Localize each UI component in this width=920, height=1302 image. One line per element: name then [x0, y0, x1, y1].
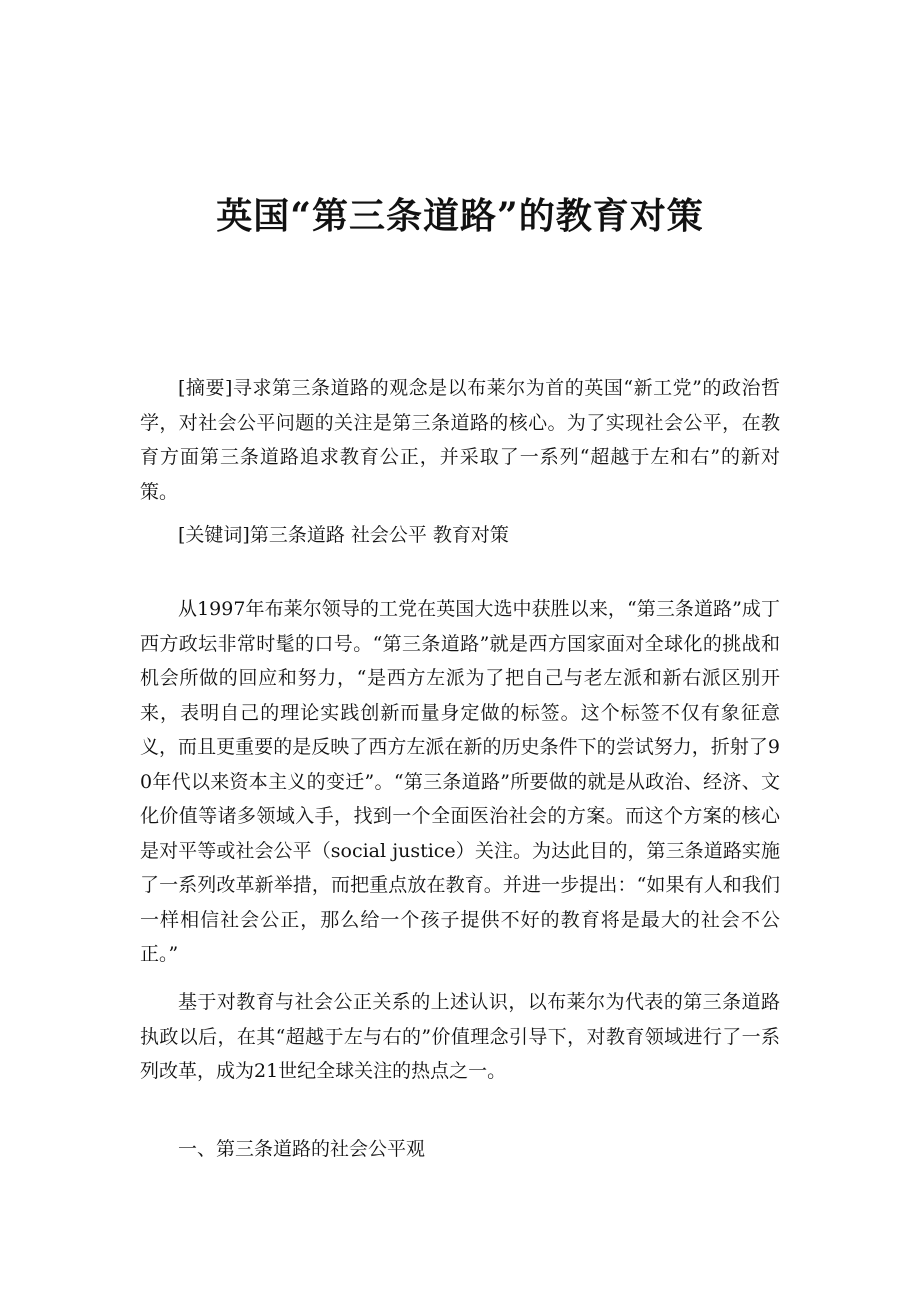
body-paragraph-2: 基于对教育与社会公正关系的上述认识，以布莱尔为代表的第三条道路执政以后，在其“超越于左与右的”价值理念引导下，对教育领域进行了一系列改革，成为21世纪全球关注的热点之一。	[140, 991, 780, 1082]
document-title: 英国“第三条道路”的教育对策	[216, 195, 704, 237]
section-heading: 一、第三条道路的社会公平观	[178, 1138, 426, 1160]
keywords-paragraph: [关键词]第三条道路 社会公平 教育对策	[178, 524, 509, 546]
body-paragraph-1: 从1997年布莱尔领导的工党在英国大选中获胜以来，“第三条道路”成丁西方政坛非常时髦的口号。“第三条道路”就是西方国家面对全球化的挑战和机会所做的回应和努力，“是西方左派为了把自己与老左派和新右派区别开来，表明自己的理论实践创新而量身定做的标签。这个标签不仅有象征意义，而且更重要的是反映了西方左派在新的历史条件下的尝试努力，折射了90年代以来资本主义的变迁”。“第三条道路”所要做的就是从政治、经济、文化价值等诸多领域入手，找到一个全面医治社会的方案。而这个方案的核心是对平等或社会公平（social justice）关注。为达此目的，第三条道路实施了一系列改革新举措，而把重点放在教育。并进一步提出：“如果有人和我们一样相信社会公正，那么给一个孩子提供不好的教育将是最大的社会不公正。”	[140, 598, 780, 965]
abstract-paragraph: [摘要]寻求第三条道路的观念是以布莱尔为首的英国“新工党”的政治哲学，对社会公平问题的关注是第三条道路的核心。为了实现社会公平，在教育方面第三条道路追求教育公正，并采取了一系列“超越于左和右”的新对策。	[140, 377, 780, 503]
